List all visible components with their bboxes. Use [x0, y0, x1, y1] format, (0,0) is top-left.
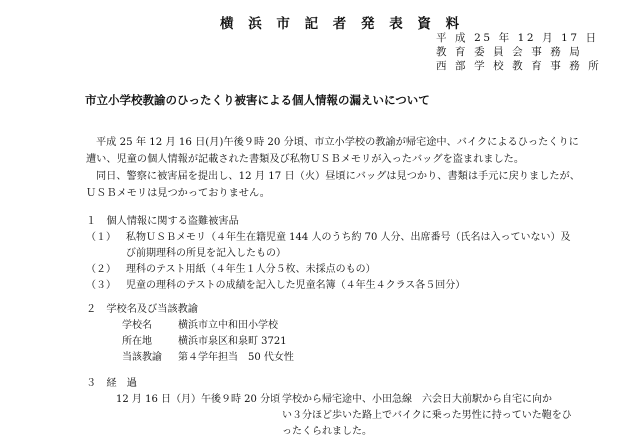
item-1-line-1: 私物ＵＳＢメモリ（４年生在籍児童 144 人のうち約 70 人分、出席番号（氏名は入っていない）及 — [126, 232, 571, 243]
teacher-label: 当該教諭 — [122, 352, 162, 363]
intro-paragraph-2-line-1: 同日、警察に被害届を提出し、12 月 17 日（火）昼頃にバッグは見つかり、書類は手元に戻りましたが、 — [96, 171, 580, 182]
address-value: 横浜市泉区和泉町 3721 — [178, 336, 287, 347]
incident-line-3: ったくられました。 — [282, 426, 372, 437]
address-label: 所在地 — [122, 336, 152, 347]
document-title: 市立小学校教諭のひったくり被害による個人情報の漏えいについて — [85, 93, 430, 107]
intro-paragraph-1-line-2: 遭い、児童の個人情報が記載された書類及び私物ＵＳＢメモリが入ったバッグを盗まれました。 — [86, 154, 525, 165]
item-3-line-1: 児童の理科のテストの成績を記入した児童名簿（４年生４クラス各５回分） — [126, 280, 466, 291]
school-name-value: 横浜市立中和田小学校 — [178, 320, 278, 331]
item-1-line-2: び前期理科の所見を記入したもの） — [126, 248, 286, 259]
header-title: 横 浜 市 記 者 発 表 資 料 — [220, 16, 465, 32]
item-3-number: （３） — [86, 280, 116, 291]
incident-line-1: 学校から帰宅途中、小田急線 六会日大前駅から自宅に向か — [282, 394, 552, 405]
item-2-line-1: 理科のテスト用紙（４年生１人分５枚、未採点のもの） — [126, 264, 376, 275]
item-1-number: （１） — [86, 232, 116, 243]
item-2-number: （２） — [86, 264, 116, 275]
teacher-value: 第４学年担当 50 代女性 — [178, 352, 294, 363]
issuing-org: 教 育 委 員 会 事 務 局 — [436, 46, 583, 58]
intro-paragraph-2-line-2: ＵＳＢメモリは見つかっておりません。 — [86, 188, 270, 199]
section-2-heading: ２ 学校名及び当該教諭 — [86, 304, 199, 315]
intro-paragraph-1-line-1: 平成 25 年 12 月 16 日(月)午後９時 20 分頃、市立小学校の教諭が帰宅途中、バイクによるひったくりに — [96, 137, 579, 148]
incident-time: 12 月 16 日（月）午後９時 20 分頃 — [116, 394, 281, 405]
school-name-label: 学校名 — [122, 320, 152, 331]
issuing-office: 西 部 学 校 教 育 事 務 所 — [436, 60, 602, 72]
section-3-heading: ３ 経 過 — [86, 378, 137, 389]
section-1-heading: １ 個人情報に関する盗難被害品 — [86, 216, 239, 227]
incident-line-2: い３分ほど歩いた路上でバイクに乗った男性に持っていた鞄をひ — [282, 410, 572, 421]
release-date: 平 成 25 年 12 月 17 日 — [436, 32, 599, 44]
